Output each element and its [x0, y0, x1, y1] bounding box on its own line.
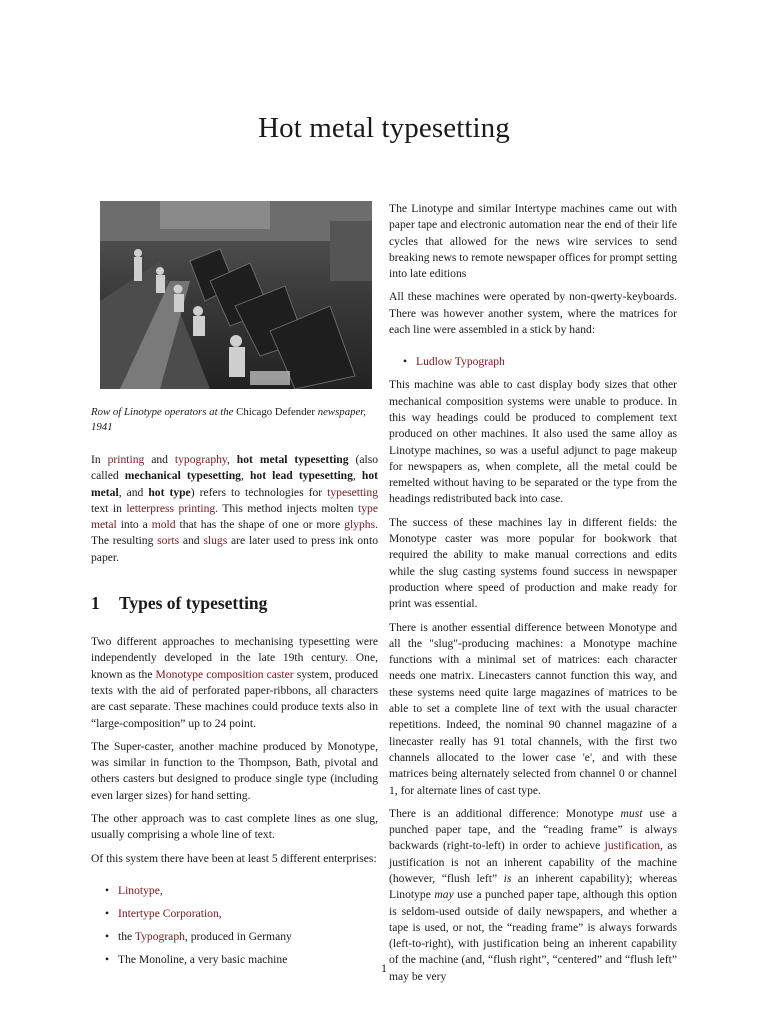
paragraph-display-sizes: This machine was able to cast display body sizes that other mechanical composition systems were unable to produce. In this way headings could be produced to complement text produced on other machines. It also used the same alloy as Linotype machines, so was a useful adjunct to page makeup for newspapers as, when complete, all the metal could be remelted without having to be separated or the type from the headings redistributed back into case. [389, 378, 677, 506]
link-letterpress-printing[interactable]: letterpress printing [126, 501, 216, 515]
link-slugs[interactable]: slugs [203, 534, 228, 548]
right-column [389, 201, 677, 985]
figure-caption: Row of Linotype operators at the Chicago Defender newspaper, 1941 [91, 406, 366, 433]
paragraph-other-approach: The other approach was to cast complete lines as one slug, usually comprising a whole line of text. [91, 812, 378, 842]
link-intertype-corporation[interactable]: Intertype Corporation, [118, 906, 222, 920]
link-typesetting[interactable]: typesetting [327, 485, 379, 499]
list-item [91, 883, 378, 899]
link-typograph[interactable]: Typograph [134, 929, 185, 943]
link-mold[interactable]: mold [151, 518, 176, 532]
paragraph-enterprises: Of this system there have been at least 5 different enterprises: [91, 851, 377, 865]
list-item: • the Typograph, produced in Germany [91, 929, 378, 945]
link-ludlow-typograph[interactable]: Ludlow Typograph [416, 355, 505, 369]
link-linotype[interactable]: Linotype, [118, 883, 163, 897]
list-item [91, 906, 378, 922]
left-column [91, 201, 378, 975]
paragraph-keyboards: All these machines were operated by non-qwerty-keyboards. There was however another system, where the matrices for each line were assembled in a stick by hand: [389, 290, 677, 337]
section-heading: 1 Types of typesetting [91, 593, 268, 614]
paragraph-essential-difference: There is another essential difference between Monotype and all the "slug"-producing machines: a Monotype machine functions with a minimal set of matrices: each character needs one matrix. Linecasters cannot function this way, and these systems need quite large magazines of matrices to be able to set a complete line of text with the usual character repetitions. Indeed, the nominal 90 channel magazine of a linecaster really has 91 total channels, with the first two channels allocated to the lower case 'e', and with these matrices being alternately selected from channel 0 or channel 1, for alternate lines of cast type. [389, 620, 677, 797]
paragraph-additional-difference: There is an additional difference: Monotype must use a punched paper tape, and the “reading frame” is always backwards (right-to-left) in order to achieve justification, as justification is not an inherent capability of the machine (however, “flush left” is an inherent capability); whereas Linotype may use a punched paper tape, although this option is seldom-used outside of daily newspapers, and whether a tape is used, or not, the “reading frame” is always forwards (left-to-right), with justification being an inherent capability of the machine (and, “flush right”, “centered” and “flush left” may be very [389, 806, 677, 983]
page-title: Hot metal typesetting [258, 112, 510, 144]
list-item: • The Monoline, a very basic machine [91, 952, 378, 968]
link-glyphs[interactable]: glyphs [344, 518, 376, 532]
paragraph-linotype-intertype: The Linotype and similar Intertype machines came out with paper tape and electronic automation near the end of their life cycles that allowed for the news wire services to send breaking news to remote newspaper offices for prompt setting into late editions [389, 202, 677, 281]
link-type-metal[interactable]: type metal [91, 501, 378, 532]
linotype-operators-photo [100, 201, 372, 389]
link-monotype-composition-caster[interactable]: Monotype composition caster [155, 667, 294, 681]
list-item [389, 354, 677, 370]
paragraph-success: The success of these machines lay in different fields: the Monotype caster was more popular for bookwork that required the ability to make manual corrections and edits while the slug casting systems found success in newspaper production where speed of production and make ready for print was essential. [389, 515, 677, 611]
paragraph-super-caster: The Super-caster, another machine produced by Monotype, was similar in function to the Thompson, Bath, pivotal and others casters but designed to produce single type (including even larger sizes) for hand setting. [91, 739, 378, 802]
link-typography[interactable]: typography [174, 453, 227, 466]
intro-paragraph: In printing and typography, hot metal typesetting (also called mechanical typesetting, hot lead typesetting, hot metal, and hot type) refers to technologies for typesetting text in letterpress printing. This method injects molten type metal into a mold that has the shape of one or more glyphs. The resulting sorts and slugs are later used to press ink onto paper. [91, 453, 379, 564]
hand-system-list [389, 354, 677, 370]
link-justification[interactable]: justification [604, 839, 661, 853]
link-printing[interactable]: printing [107, 453, 145, 466]
page-number: 1 [381, 961, 387, 975]
enterprise-list [91, 883, 378, 968]
paragraph-two-approaches: Two different approaches to mechanising typesetting were independently developed in the late 19th century. One, known as the Monotype composition caster system, produced texts with the aid of perforated paper-ribbons, all characters are cast separate. These machines could produce texts also in “large-composition” up to 24 point. [91, 635, 379, 730]
link-sorts[interactable]: sorts [157, 534, 180, 548]
